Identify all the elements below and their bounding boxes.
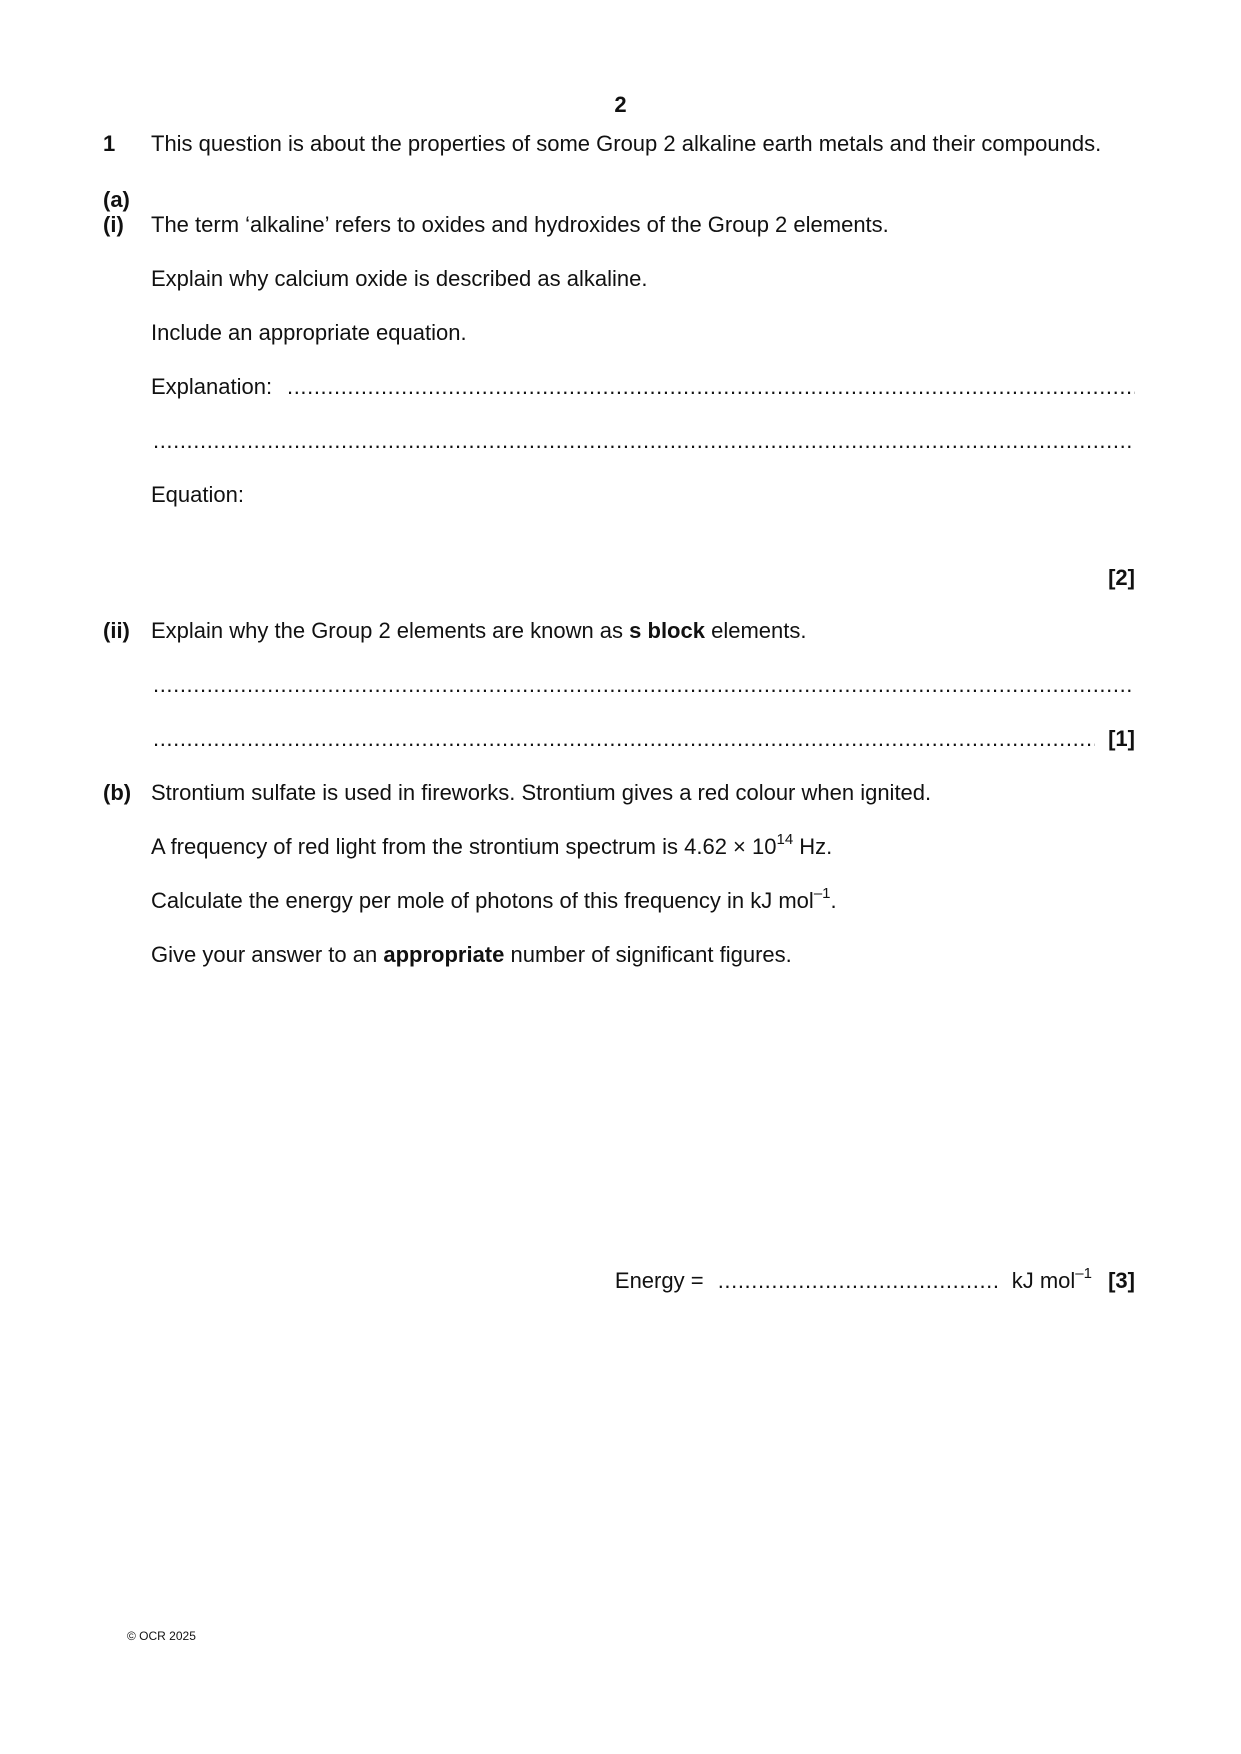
- frequency-text: A frequency of red light from the strontium spectrum is 4.62 × 10: [151, 834, 777, 859]
- working-space[interactable]: [151, 985, 1136, 1225]
- page-number: 2: [614, 92, 627, 117]
- part-ai-label: (i): [103, 212, 124, 237]
- explanation-label: Explanation:: [151, 374, 273, 399]
- energy-unit: [1011, 1264, 1092, 1293]
- part-ai-marks: [2]: [1108, 565, 1135, 590]
- sigfig-text-before: Give your answer to an: [151, 942, 384, 967]
- part-ai-line3: Include an appropriate equation.: [151, 320, 467, 345]
- calculate-unit-exponent: –1: [813, 884, 831, 902]
- part-b-line1: Strontium sulfate is used in fireworks. Strontium gives a red colour when ignited.: [151, 780, 932, 805]
- part-aii-text-before: Explain why the Group 2 elements are known as: [151, 618, 630, 643]
- energy-answer-row: [614, 1264, 1135, 1294]
- part-b-line4: [151, 942, 792, 968]
- equation-answer-space[interactable]: [151, 510, 1136, 570]
- s-block-emphasis: s block: [629, 618, 705, 643]
- calculate-period: .: [830, 888, 837, 913]
- equation-label: Equation:: [151, 482, 244, 507]
- part-aii-question: [151, 618, 806, 644]
- explanation-answer-line-1[interactable]: [287, 374, 1135, 400]
- part-b-line3: [151, 884, 837, 914]
- sigfig-text-after: number of significant figures.: [504, 942, 792, 967]
- part-ai-line1: The term ‘alkaline’ refers to oxides and hydroxides of the Group 2 elements.: [151, 212, 889, 237]
- energy-answer-field[interactable]: ..........................................: [717, 1268, 1000, 1293]
- part-aii-answer-line-1[interactable]: [153, 672, 1135, 698]
- part-b-marks: [3]: [1108, 1268, 1135, 1293]
- calculate-text: Calculate the energy per mole of photons of this frequency in kJ mol: [151, 888, 814, 913]
- part-b-line2: [151, 830, 833, 860]
- frequency-unit: Hz.: [793, 834, 833, 859]
- energy-label: Energy =: [614, 1268, 704, 1293]
- part-aii-marks: [1]: [1108, 726, 1135, 751]
- energy-unit-text: kJ mol: [1011, 1268, 1076, 1293]
- copyright-footer: © OCR 2025: [127, 1629, 196, 1643]
- question-stem: This question is about the properties of some Group 2 alkaline earth metals and their compounds.: [151, 131, 1102, 156]
- part-ai-line2: Explain why calcium oxide is described as alkaline.: [151, 266, 648, 291]
- part-b-label: (b): [103, 780, 132, 805]
- part-aii-text-after: elements.: [704, 618, 807, 643]
- part-aii-label: (ii): [103, 618, 130, 643]
- part-aii-answer-line-2[interactable]: [153, 726, 1095, 752]
- question-number: 1: [103, 131, 116, 156]
- part-a-label: (a): [103, 187, 130, 212]
- appropriate-emphasis: appropriate: [383, 942, 505, 967]
- frequency-exponent: 14: [776, 830, 794, 848]
- explanation-answer-line-2[interactable]: [153, 428, 1135, 454]
- energy-unit-exponent: –1: [1075, 1264, 1092, 1282]
